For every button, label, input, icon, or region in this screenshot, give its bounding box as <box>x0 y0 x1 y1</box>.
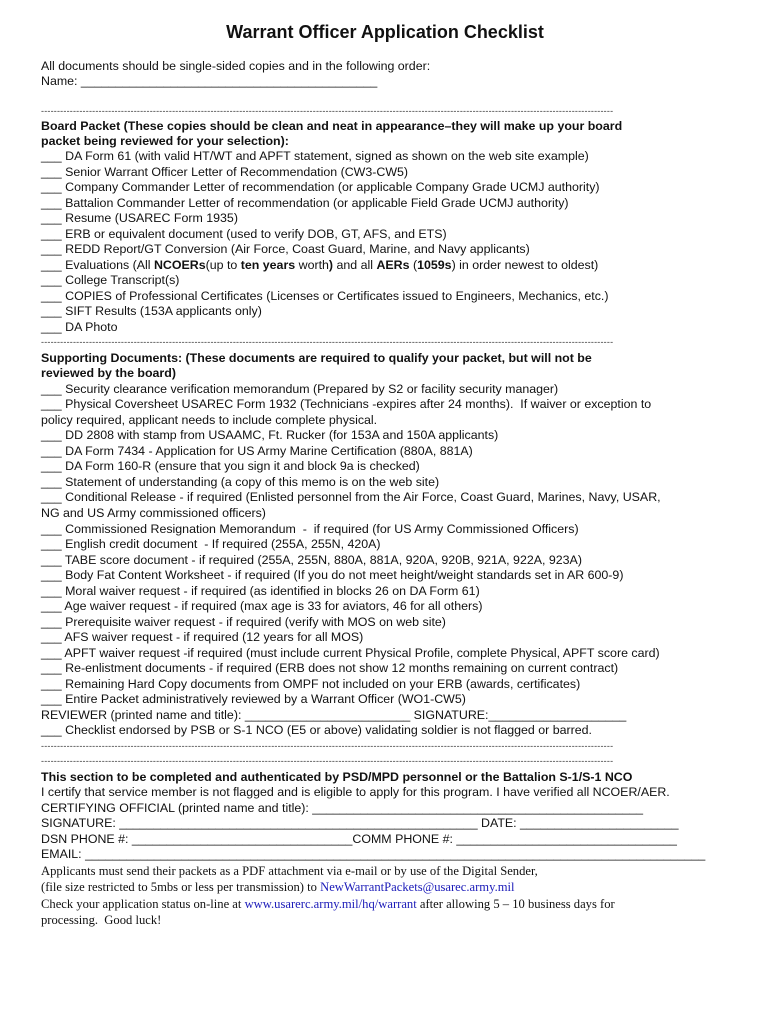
checklist-item: ___ Remaining Hard Copy documents from OMPF not included on your ERB (awards, certificates) <box>41 677 581 691</box>
checklist-item: ___ Body Fat Content Worksheet - if required (If you do not meet height/weight standards set in AR 600-9) <box>41 568 624 582</box>
cert-email-field: EMAIL: __________________________________________________________________________________________ <box>41 847 706 861</box>
checklist-item: ___ Battalion Commander Letter of recommendation (or applicable Field Grade UCMJ authority) <box>41 196 569 210</box>
page-title: Warrant Officer Application Checklist <box>226 22 544 42</box>
name-field: Name: ___________________________________________ <box>41 74 378 88</box>
checklist-item: ___ DA Form 61 (with valid HT/WT and APFT statement, signed as shown on the web site example) <box>41 149 589 163</box>
checklist-item: ___ Commissioned Resignation Memorandum - if required (for US Army Commissioned Officers) <box>41 522 579 536</box>
supporting-heading: Supporting Documents: (These documents are required to qualify your packet, but will not be <box>41 351 592 365</box>
checklist-item: ___ ERB or equivalent document (used to verify DOB, GT, AFS, and ETS) <box>41 227 447 241</box>
board-heading: Board Packet (These copies should be clean and neat in appearance–they will make up your board <box>41 119 623 133</box>
checklist-item: ___ Entire Packet administratively reviewed by a Warrant Officer (WO1-CW5) <box>41 692 466 706</box>
reviewer-line: REVIEWER (printed name and title): ________________________ SIGNATURE:____________________ <box>41 708 627 722</box>
divider: ----------------------------------------------------------------------------------------------------------------------------------------------------------------------------------- <box>41 106 614 116</box>
divider: ----------------------------------------------------------------------------------------------------------------------------------------------------------------------------------- <box>41 337 614 347</box>
checklist-item: ___ English credit document - If required (255A, 255N, 420A) <box>41 537 381 551</box>
checklist-item: ___ College Transcript(s) <box>41 273 180 287</box>
checklist-item: ___ Senior Warrant Officer Letter of Recommendation (CW3-CW5) <box>41 165 409 179</box>
checklist-item: ___ DA Photo <box>41 320 118 334</box>
checklist-item: ___ Checklist endorsed by PSB or S-1 NCO (E5 or above) validating soldier is not flagged or barred. <box>41 723 592 737</box>
footer-text: Check your application status on-line at www.usarerc.army.mil/hq/warrant after allowing 5 – 10 business days for <box>41 897 615 911</box>
divider: ----------------------------------------------------------------------------------------------------------------------------------------------------------------------------------- <box>41 756 614 766</box>
checklist-item: ___ Statement of understanding (a copy of this memo is on the web site) <box>41 475 440 489</box>
checklist-item: ___ Age waiver request - if required (max age is 33 for aviators, 46 for all others) <box>41 599 483 613</box>
supporting-heading-cont: reviewed by the board) <box>41 366 176 380</box>
checklist-item: ___ Conditional Release - if required (Enlisted personnel from the Air Force, Coast Guard, Marines, Navy, USAR, <box>41 490 661 504</box>
footer-text: Applicants must send their packets as a PDF attachment via e-mail or by use of the Digital Sender, <box>41 864 538 878</box>
checklist-item: ___ Security clearance verification memorandum (Prepared by S2 or facility security manager) <box>41 382 559 396</box>
checklist-item: ___ Physical Coversheet USAREC Form 1932 (Technicians -expires after 24 months). If waiver or exception to <box>41 397 652 411</box>
checklist-item: ___ APFT waiver request -if required (must include current Physical Profile, complete Physical, APFT score card) <box>41 646 660 660</box>
checklist-item-cont: NG and US Army commissioned officers) <box>41 506 266 520</box>
checklist-item: ___ DA Form 7434 - Application for US Army Marine Certification (880A, 881A) <box>41 444 473 458</box>
checklist-item-cont: policy required, applicant needs to include complete physical. <box>41 413 378 427</box>
footer-text: processing. Good luck! <box>41 913 162 927</box>
footer-text: (file size restricted to 5mbs or less per transmission) to NewWarrantPackets@usarec.army.mil <box>41 880 515 894</box>
website-link[interactable]: www.usarerc.army.mil/hq/warrant <box>244 897 417 911</box>
checklist-item: ___ DD 2808 with stamp from USAAMC, Ft. Rucker (for 153A and 150A applicants) <box>41 428 499 442</box>
cert-heading: This section to be completed and authenticated by PSD/MPD personnel or the Battalion S-1/S-1 NCO <box>41 770 633 784</box>
checklist-item: ___ TABE score document - if required (255A, 255N, 880A, 881A, 920A, 920B, 921A, 922A, 923A) <box>41 553 582 567</box>
cert-official-field: CERTIFYING OFFICIAL (printed name and title): ________________________________________________ <box>41 801 644 815</box>
checklist-item: ___ Re-enlistment documents - if required (ERB does not show 12 months remaining on current contract) <box>41 661 619 675</box>
checklist-item: ___ Moral waiver request - if required (as identified in blocks 26 on DA Form 61) <box>41 584 480 598</box>
email-link[interactable]: NewWarrantPackets@usarec.army.mil <box>320 880 515 894</box>
checklist-item: ___ REDD Report/GT Conversion (Air Force, Coast Guard, Marine, and Navy applicants) <box>41 242 530 256</box>
intro-text: All documents should be single-sided copies and in the following order: <box>41 59 431 73</box>
checklist-item: ___ SIFT Results (153A applicants only) <box>41 304 262 318</box>
checklist-item: ___ Resume (USAREC Form 1935) <box>41 211 238 225</box>
checklist-item-evaluations: ___ Evaluations (All NCOERs(up to ten years worth) and all AERs (1059s) in order newest to oldest) <box>41 258 599 272</box>
cert-phone-field: DSN PHONE #: ________________________________COMM PHONE #: ________________________________ <box>41 832 677 846</box>
checklist-item: ___ Company Commander Letter of recommendation (or applicable Company Grade UCMJ authority) <box>41 180 600 194</box>
checklist-item: ___ AFS waiver request - if required (12 years for all MOS) <box>41 630 364 644</box>
divider: ----------------------------------------------------------------------------------------------------------------------------------------------------------------------------------- <box>41 741 614 751</box>
board-heading-cont: packet being reviewed for your selection): <box>41 134 289 148</box>
cert-signature-field: SIGNATURE: ____________________________________________________ DATE: _______________________ <box>41 816 679 830</box>
checklist-item: ___ COPIES of Professional Certificates (Licenses or Certificates issued to Engineers, Mechanics, etc.) <box>41 289 609 303</box>
checklist-item: ___ DA Form 160-R (ensure that you sign it and block 9a is checked) <box>41 459 420 473</box>
checklist-item: ___ Prerequisite waiver request - if required (verify with MOS on web site) <box>41 615 446 629</box>
cert-statement: I certify that service member is not flagged and is eligible to apply for this program. I have verified all NCOER/AER. <box>41 785 670 799</box>
